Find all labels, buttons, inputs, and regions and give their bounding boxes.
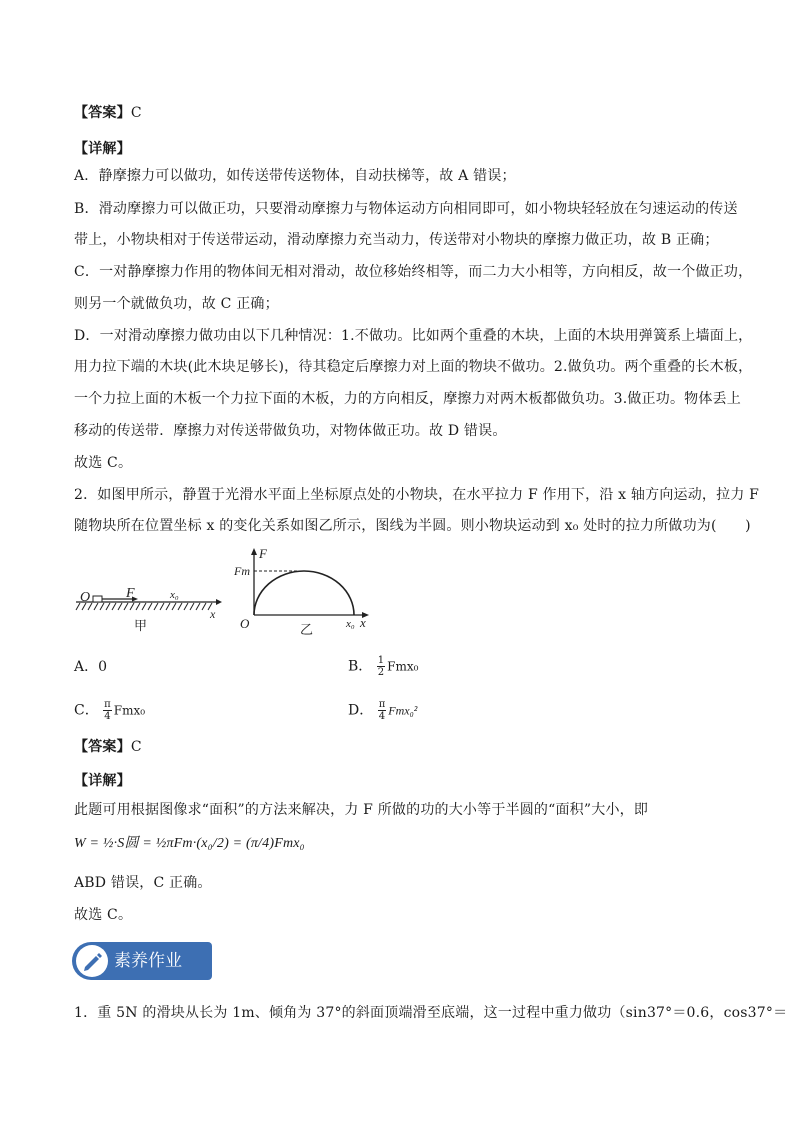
answer-label: 【答案】 <box>74 739 131 755</box>
detail-line: 带上，小物块相对于传送带运动，滑动摩擦力充当动力，传送带对小物块的摩擦力做正功，故 B 正确； <box>74 232 719 248</box>
choice-letter: C． <box>74 702 99 719</box>
fraction-num: 1 <box>377 655 385 666</box>
choice-text: Fmx₀ <box>387 659 419 674</box>
fraction <box>103 699 112 722</box>
figure-jia <box>74 580 224 640</box>
section-title: 素养作业 <box>114 951 182 971</box>
force-label: F <box>126 586 135 601</box>
answer-value: C <box>130 105 142 121</box>
origin-label: O <box>240 616 250 631</box>
choice-d <box>348 699 417 722</box>
block <box>93 596 102 602</box>
choice-text: Fmx₀ <box>113 703 146 718</box>
origin-label: O <box>80 590 91 605</box>
pencil-icon <box>76 945 108 977</box>
fraction-num: π <box>378 699 386 710</box>
choice-text: Fmx₀² <box>388 703 418 718</box>
fraction <box>378 699 387 722</box>
detail-line: A．静摩擦力可以做功，如传送带传送物体，自动扶梯等，故 A 错误； <box>74 168 516 184</box>
detail-line: C．一对静摩擦力作用的物体间无相对滑动，故位移始终相等，而二力大小相等，方向相反，故一个做正功， <box>74 264 753 280</box>
answer-value: C <box>130 739 142 755</box>
choice-c <box>74 699 145 722</box>
x0-label: x₀ <box>170 589 179 601</box>
work-formula: W = ½·S圆 = ½πFm·(x₀/2) = (π/4)Fmx₀ <box>74 836 305 851</box>
detail-line: 一个力拉上面的木板一个力拉下面的木板，力的方向相反，摩擦力对两木板都做负功。3.做正功。物体丢上 <box>74 391 741 407</box>
detail-line: 则另一个就做负功，故 C 正确； <box>74 296 279 312</box>
x0-label: x₀ <box>346 618 355 630</box>
conclusion-line: 故选 C。 <box>74 455 133 471</box>
x-axis-label: x <box>360 615 366 630</box>
choice-b <box>348 655 418 678</box>
f-axis-label: F <box>259 546 267 561</box>
fraction-num: π <box>104 699 111 710</box>
fraction <box>377 655 385 678</box>
choice-letter: B． <box>348 658 373 675</box>
detail-heading-2: 【详解】 <box>74 773 131 789</box>
fm-label: Fm <box>234 564 250 578</box>
detail-line: 移动的传送带．摩擦力对传送带做负功，对物体做正功。故 D 错误。 <box>74 423 507 439</box>
choice-a <box>74 657 107 677</box>
question-2-line-2: 随物块所在位置坐标 x 的变化关系如图乙所示，图线为半圆。则小物块运动到 x₀ 处时的拉力所做功为( ) <box>74 518 751 534</box>
choice-letter: A． <box>74 659 99 675</box>
answer-heading-1 <box>74 103 142 123</box>
axis-label: x <box>210 607 216 621</box>
explain-line: 此题可用根据图像求“面积”的方法来解决，力 F 所做的功的大小等于半圆的“面积”大小，即 <box>74 802 649 818</box>
fraction-den: 2 <box>377 667 385 678</box>
fraction-den: 4 <box>104 711 111 722</box>
choice-letter: D． <box>348 702 374 719</box>
caption-yi: 乙 <box>300 623 314 635</box>
final-line: 故选 C。 <box>74 907 133 923</box>
conclusion-line: ABD 错误，C 正确。 <box>74 875 212 891</box>
caption-jia: 甲 <box>134 619 148 634</box>
choice-text: 0 <box>98 659 108 675</box>
answer-label: 【答案】 <box>74 105 131 121</box>
fraction-den: 4 <box>378 711 386 722</box>
next-question-line: 1．重 5N 的滑块从长为 1m、倾角为 37°的斜面顶端滑至底端，这一过程中重力做功（sin37°＝0.6，cos37°＝ <box>74 1005 788 1021</box>
detail-line: B．滑动摩擦力可以做正功，只要滑动摩擦力与物体运动方向相同即可，如小物块轻轻放在匀速运动的传送 <box>74 201 738 217</box>
detail-line: 用力拉下端的木块(此木块足够长)，待其稳定后摩擦力对上面的物块不做功。2.做负功。两个重叠的长木板， <box>74 359 753 375</box>
detail-line: D．一对滑动摩擦力做功由以下几种情况：1.不做功。比如两个重叠的木块，上面的木块用弹簧系上墙面上， <box>74 328 753 344</box>
question-2-line-1: 2．如图甲所示，静置于光滑水平面上坐标原点处的小物块，在水平拉力 F 作用下，沿 x 轴方向运动，拉力 F <box>74 487 760 503</box>
detail-heading-1: 【详解】 <box>74 141 131 157</box>
semicircle-curve <box>254 571 354 615</box>
answer-heading-2 <box>74 737 142 757</box>
figure-yi <box>228 545 378 635</box>
